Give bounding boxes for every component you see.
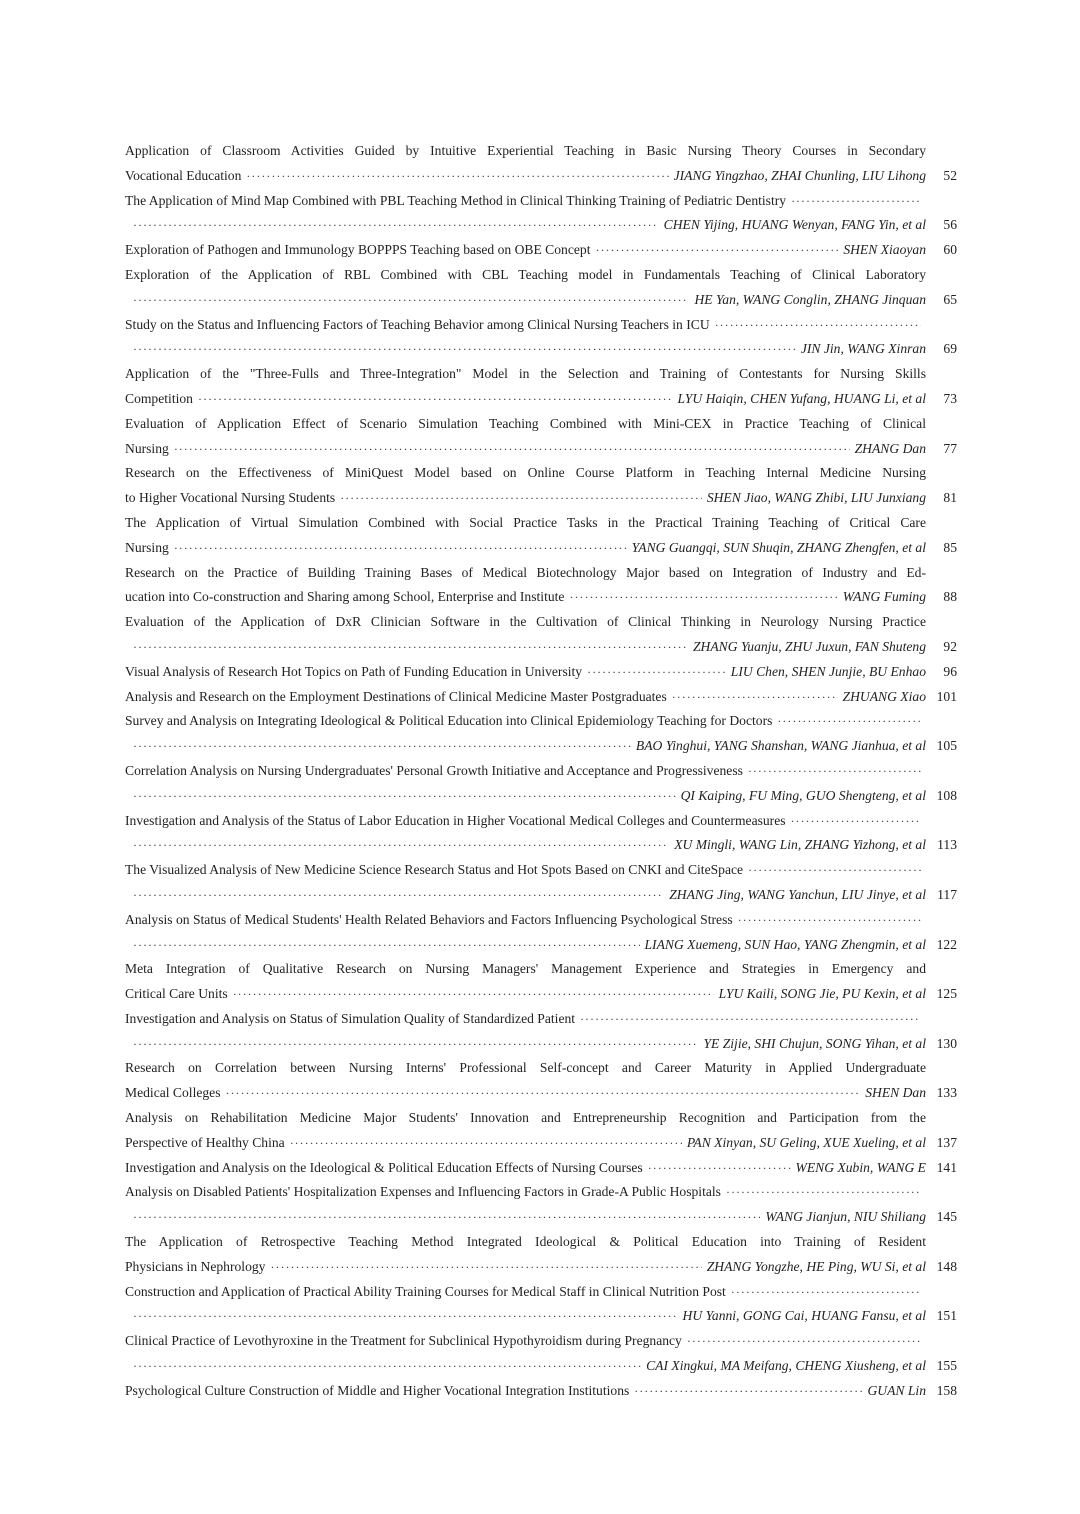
dot-leader [340, 486, 702, 511]
page-number: 56 [943, 217, 957, 233]
dot-leader [648, 1156, 791, 1181]
toc-title-line [125, 1280, 957, 1305]
dot-leader [198, 387, 673, 412]
dot-leader [133, 213, 659, 238]
article-title: Psychological Culture Construction of Middle and Higher Vocational Integration Institutions [125, 1382, 630, 1398]
article-authors: ZHANG Jing, WANG Yanchun, LIU Jinye, et al [669, 886, 926, 902]
toc-final-line [125, 1304, 957, 1329]
toc-entry[interactable] [125, 362, 957, 412]
article-authors: HU Yanni, GONG Cai, HUANG Fansu, et al [682, 1308, 926, 1324]
toc-title-line [125, 957, 957, 982]
toc-entry[interactable] [125, 957, 957, 1007]
toc-entry[interactable] [125, 809, 957, 859]
dot-leader [672, 685, 838, 710]
toc-entry[interactable] [125, 139, 957, 189]
toc-final-line [125, 660, 957, 685]
page-number: 73 [943, 390, 957, 406]
toc-entry[interactable] [125, 685, 957, 710]
toc-title-line [125, 709, 957, 734]
article-authors: QI Kaiping, FU Ming, GUO Shengteng, et al [680, 787, 926, 803]
dot-leader [233, 982, 714, 1007]
toc-entry[interactable] [125, 660, 957, 685]
toc-entry[interactable] [125, 1180, 957, 1230]
dot-leader [715, 313, 921, 338]
article-authors: WANG Jianjun, NIU Shiliang [765, 1209, 926, 1225]
page-number: 151 [936, 1308, 957, 1324]
dot-leader [174, 536, 627, 561]
article-title: Exploration of Pathogen and Immunology BOPPPS Teaching based on OBE Concept [125, 242, 591, 258]
toc-final-line [125, 387, 957, 412]
toc-entry[interactable] [125, 1156, 957, 1181]
article-authors: ZHUANG Xiao [842, 688, 926, 704]
page-number: 52 [943, 167, 957, 183]
toc-title-line [125, 362, 957, 387]
article-title: to Higher Vocational Nursing Students [125, 490, 336, 506]
dot-leader [634, 1379, 862, 1404]
dot-leader [133, 833, 669, 858]
article-authors: WENG Xubin, WANG E [795, 1159, 926, 1175]
toc-final-line [125, 1032, 957, 1057]
toc-entry[interactable] [125, 1007, 957, 1057]
article-authors: ZHANG Yongzhe, HE Ping, WU Si, et al [706, 1258, 926, 1274]
article-title: The Application of Virtual Simulation Combined with Social Practice Tasks in the Practical Training Teaching of Critical Care [125, 514, 926, 530]
dot-leader [133, 288, 689, 313]
toc-title-line [125, 858, 957, 883]
article-authors: JIN Jin, WANG Xinran [800, 341, 926, 357]
toc-final-line [125, 784, 957, 809]
toc-entry[interactable] [125, 238, 957, 263]
dot-leader [133, 933, 640, 958]
article-authors: BAO Yinghui, YANG Shanshan, WANG Jianhua, et al [635, 738, 926, 754]
article-authors: SHEN Xiaoyan [843, 242, 926, 258]
toc-final-line [125, 1255, 957, 1280]
toc-title-line [125, 1056, 957, 1081]
toc-final-line [125, 933, 957, 958]
dot-leader [226, 1081, 861, 1106]
page-number: 145 [936, 1209, 957, 1225]
toc-final-line [125, 585, 957, 610]
toc-title-line [125, 610, 957, 635]
article-authors: SHEN Jiao, WANG Zhibi, LIU Junxiang [706, 490, 926, 506]
page-number: 133 [936, 1085, 957, 1101]
page-number: 105 [936, 738, 957, 754]
toc-final-line [125, 164, 957, 189]
dot-leader [580, 1007, 921, 1032]
toc-title-line [125, 908, 957, 933]
article-authors: YE Zijie, SHI Chujun, SONG Yihan, et al [703, 1035, 926, 1051]
article-authors: LYU Haiqin, CHEN Yufang, HUANG Li, et al [677, 390, 926, 406]
article-title: Competition [125, 390, 193, 406]
toc-entry[interactable] [125, 1056, 957, 1106]
toc-title-line [125, 313, 957, 338]
toc-title-line [125, 511, 957, 536]
toc-entry[interactable] [125, 461, 957, 511]
page-number: 60 [943, 242, 957, 258]
article-title: Nursing [125, 539, 169, 555]
toc-title-line [125, 1007, 957, 1032]
article-title: Meta Integration of Qualitative Research on Nursing Managers' Management Experience and Strategies in Emergency and [125, 961, 926, 977]
page-number: 81 [943, 490, 957, 506]
page-number: 158 [936, 1382, 957, 1398]
toc-entry[interactable] [125, 412, 957, 462]
dot-leader [133, 1032, 698, 1057]
page-number: 141 [936, 1159, 957, 1175]
article-title: Investigation and Analysis on the Ideological & Political Education Effects of Nursing Courses [125, 1159, 643, 1175]
toc-title-line [125, 759, 957, 784]
article-title: Research on the Practice of Building Training Bases of Medical Biotechnology Major based on Integration of Industry and Ed- [125, 564, 926, 580]
article-authors: HE Yan, WANG Conglin, ZHANG Jinquan [694, 291, 926, 307]
article-title: Analysis on Disabled Patients' Hospitalization Expenses and Influencing Factors in Grade-A Public Hospitals [125, 1184, 721, 1200]
article-title: Analysis and Research on the Employment Destinations of Clinical Medicine Master Postgraduates [125, 688, 667, 704]
toc-title-line [125, 561, 957, 586]
page-number: 155 [936, 1358, 957, 1374]
toc-title-line [125, 1230, 957, 1255]
page-number: 108 [936, 787, 957, 803]
page-number: 122 [936, 936, 957, 952]
dot-leader [290, 1131, 682, 1156]
article-title: Medical Colleges [125, 1085, 221, 1101]
dot-leader [133, 734, 631, 759]
article-authors: ZHANG Yuanju, ZHU Juxun, FAN Shuteng [693, 638, 926, 654]
page-number: 65 [943, 291, 957, 307]
article-title: Analysis on Status of Medical Students' Health Related Behaviors and Factors Influencing Psychological Stress [125, 911, 733, 927]
article-title: Study on the Status and Influencing Factors of Teaching Behavior among Clinical Nursing Teachers in ICU [125, 316, 710, 332]
dot-leader [731, 1280, 921, 1305]
dot-leader [133, 1354, 641, 1379]
toc-entry[interactable] [125, 709, 957, 759]
toc-title-line [125, 461, 957, 486]
toc-final-line [125, 1379, 957, 1404]
page-number: 125 [936, 986, 957, 1002]
page-number: 77 [943, 440, 957, 456]
article-title: The Application of Mind Map Combined with PBL Teaching Method in Clinical Thinking Training of Pediatric Dentistry [125, 192, 787, 208]
dot-leader [133, 635, 688, 660]
page-number: 69 [943, 341, 957, 357]
toc-final-line [125, 337, 957, 362]
dot-leader [569, 585, 837, 610]
toc-final-line [125, 833, 957, 858]
toc-title-line [125, 189, 957, 214]
article-authors: YANG Guangqi, SUN Shuqin, ZHANG Zhengfen, et al [631, 539, 926, 555]
toc-entry[interactable] [125, 1106, 957, 1156]
dot-leader [270, 1255, 701, 1280]
toc-entry[interactable] [125, 263, 957, 313]
dot-leader [748, 759, 921, 784]
article-title: Application of the "Three-Fulls and Three-Integration" Model in the Selection and Training of Contestants for Nursing Skills [125, 366, 926, 382]
toc-final-line [125, 437, 957, 462]
toc-final-line [125, 1205, 957, 1230]
article-authors: JIANG Yingzhao, ZHAI Chunling, LIU Lihong [673, 167, 926, 183]
toc-final-line [125, 734, 957, 759]
page-number: 101 [936, 688, 957, 704]
toc-entry[interactable] [125, 561, 957, 611]
table-of-contents [125, 139, 957, 1404]
dot-leader [133, 784, 676, 809]
article-title: Critical Care Units [125, 986, 228, 1002]
article-title: Vocational Education [125, 167, 242, 183]
article-title: The Application of Retrospective Teaching Method Integrated Ideological & Political Education into Training of Resident [125, 1234, 926, 1250]
page-number: 92 [943, 638, 957, 654]
article-authors: GUAN Lin [867, 1382, 926, 1398]
dot-leader [777, 709, 921, 734]
article-title: Physicians in Nephrology [125, 1258, 266, 1274]
toc-entry[interactable] [125, 908, 957, 958]
article-title: Construction and Application of Practical Ability Training Courses for Medical Staff in Clinical Nutrition Post [125, 1283, 726, 1299]
toc-entry[interactable] [125, 759, 957, 809]
toc-final-line [125, 1081, 957, 1106]
article-authors: LIU Chen, SHEN Junjie, BU Enhao [730, 663, 926, 679]
article-title: Analysis on Rehabilitation Medicine Major Students' Innovation and Entrepreneurship Recognition and Participation from the [125, 1110, 926, 1126]
dot-leader [791, 189, 921, 214]
dot-leader [748, 858, 921, 883]
article-title: Clinical Practice of Levothyroxine in the Treatment for Subclinical Hypothyroidism during Pregnancy [125, 1333, 682, 1349]
toc-entry[interactable] [125, 511, 957, 561]
article-authors: WANG Fuming [842, 589, 926, 605]
article-authors: LYU Kaili, SONG Jie, PU Kexin, et al [718, 986, 926, 1002]
article-title: Investigation and Analysis on Status of Simulation Quality of Standardized Patient [125, 1010, 576, 1026]
toc-final-line [125, 288, 957, 313]
article-authors: PAN Xinyan, SU Geling, XUE Xueling, et al [686, 1134, 926, 1150]
article-title: Investigation and Analysis of the Status of Labor Education in Higher Vocational Medical Colleges and Countermeasures [125, 812, 786, 828]
page-number: 148 [936, 1258, 957, 1274]
dot-leader [687, 1329, 921, 1354]
toc-entry[interactable] [125, 1230, 957, 1280]
dot-leader [133, 883, 664, 908]
toc-final-line [125, 1156, 957, 1181]
article-title: Nursing [125, 440, 169, 456]
dot-leader [726, 1180, 921, 1205]
toc-title-line [125, 263, 957, 288]
page-number: 88 [943, 589, 957, 605]
page-number: 117 [937, 886, 957, 902]
toc-final-line [125, 982, 957, 1007]
article-title: Research on Correlation between Nursing Interns' Professional Self-concept and Career Maturity in Applied Undergraduate [125, 1060, 926, 1076]
toc-title-line [125, 1180, 957, 1205]
article-title: Exploration of the Application of RBL Combined with CBL Teaching model in Fundamentals Teaching of Clinical Laboratory [125, 266, 926, 282]
article-title: Visual Analysis of Research Hot Topics on Path of Funding Education in University [125, 663, 583, 679]
article-title: Evaluation of Application Effect of Scenario Simulation Teaching Combined with Mini-CEX in Practice Teaching of Clinical [125, 415, 926, 431]
toc-final-line [125, 883, 957, 908]
toc-entry[interactable] [125, 313, 957, 363]
toc-entry[interactable] [125, 858, 957, 908]
dot-leader [174, 437, 850, 462]
article-title: ucation into Co-construction and Sharing among School, Enterprise and Institute [125, 589, 565, 605]
toc-entry[interactable] [125, 1329, 957, 1379]
toc-final-line [125, 1131, 957, 1156]
article-title: Correlation Analysis on Nursing Undergraduates' Personal Growth Initiative and Acceptance and Progressiveness [125, 762, 743, 778]
toc-title-line [125, 412, 957, 437]
toc-title-line [125, 1329, 957, 1354]
toc-title-line [125, 1106, 957, 1131]
article-title: Research on the Effectiveness of MiniQuest Model based on Online Course Platform in Teaching Internal Medicine Nursing [125, 465, 926, 481]
article-authors: XU Mingli, WANG Lin, ZHANG Yizhong, et al [674, 837, 926, 853]
toc-title-line [125, 809, 957, 834]
page-number: 85 [943, 539, 957, 555]
article-authors: CAI Xingkui, MA Meifang, CHENG Xiusheng, et al [646, 1358, 926, 1374]
page-number: 130 [936, 1035, 957, 1051]
article-title: Application of Classroom Activities Guided by Intuitive Experiential Teaching in Basic Nursing Theory Courses in Secondary [125, 143, 926, 158]
toc-final-line [125, 238, 957, 263]
toc-final-line [125, 486, 957, 511]
dot-leader [738, 908, 921, 933]
page-number: 137 [936, 1134, 957, 1150]
toc-entry[interactable] [125, 189, 957, 239]
toc-final-line [125, 1354, 957, 1379]
article-title: Survey and Analysis on Integrating Ideological & Political Education into Clinical Epidemiology Teaching for Doctors [125, 713, 773, 729]
article-authors: CHEN Yijing, HUANG Wenyan, FANG Yin, et al [663, 217, 926, 233]
toc-final-line [125, 635, 957, 660]
page-number: 113 [937, 837, 957, 853]
article-title: Evaluation of the Application of DxR Clinician Software in the Cultivation of Clinical Thinking in Neurology Nursing Practice [125, 614, 926, 630]
article-title: Perspective of Healthy China [125, 1134, 285, 1150]
toc-entry[interactable] [125, 1280, 957, 1330]
article-authors: ZHANG Dan [854, 440, 926, 456]
article-authors: LIANG Xuemeng, SUN Hao, YANG Zhengmin, et al [644, 936, 926, 952]
dot-leader [133, 1205, 760, 1230]
toc-final-line [125, 213, 957, 238]
dot-leader [791, 809, 921, 834]
dot-leader [133, 1304, 678, 1329]
article-authors: SHEN Dan [865, 1085, 926, 1101]
dot-leader [246, 164, 668, 189]
toc-final-line [125, 685, 957, 710]
article-title: The Visualized Analysis of New Medicine Science Research Status and Hot Spots Based on CNKI and CiteSpace [125, 862, 744, 878]
toc-final-line [125, 536, 957, 561]
page-number: 96 [943, 663, 957, 679]
toc-entry[interactable] [125, 610, 957, 660]
dot-leader [595, 238, 838, 263]
toc-entry[interactable] [125, 1379, 957, 1404]
dot-leader [133, 337, 796, 362]
dot-leader [587, 660, 726, 685]
toc-title-line [125, 139, 957, 164]
